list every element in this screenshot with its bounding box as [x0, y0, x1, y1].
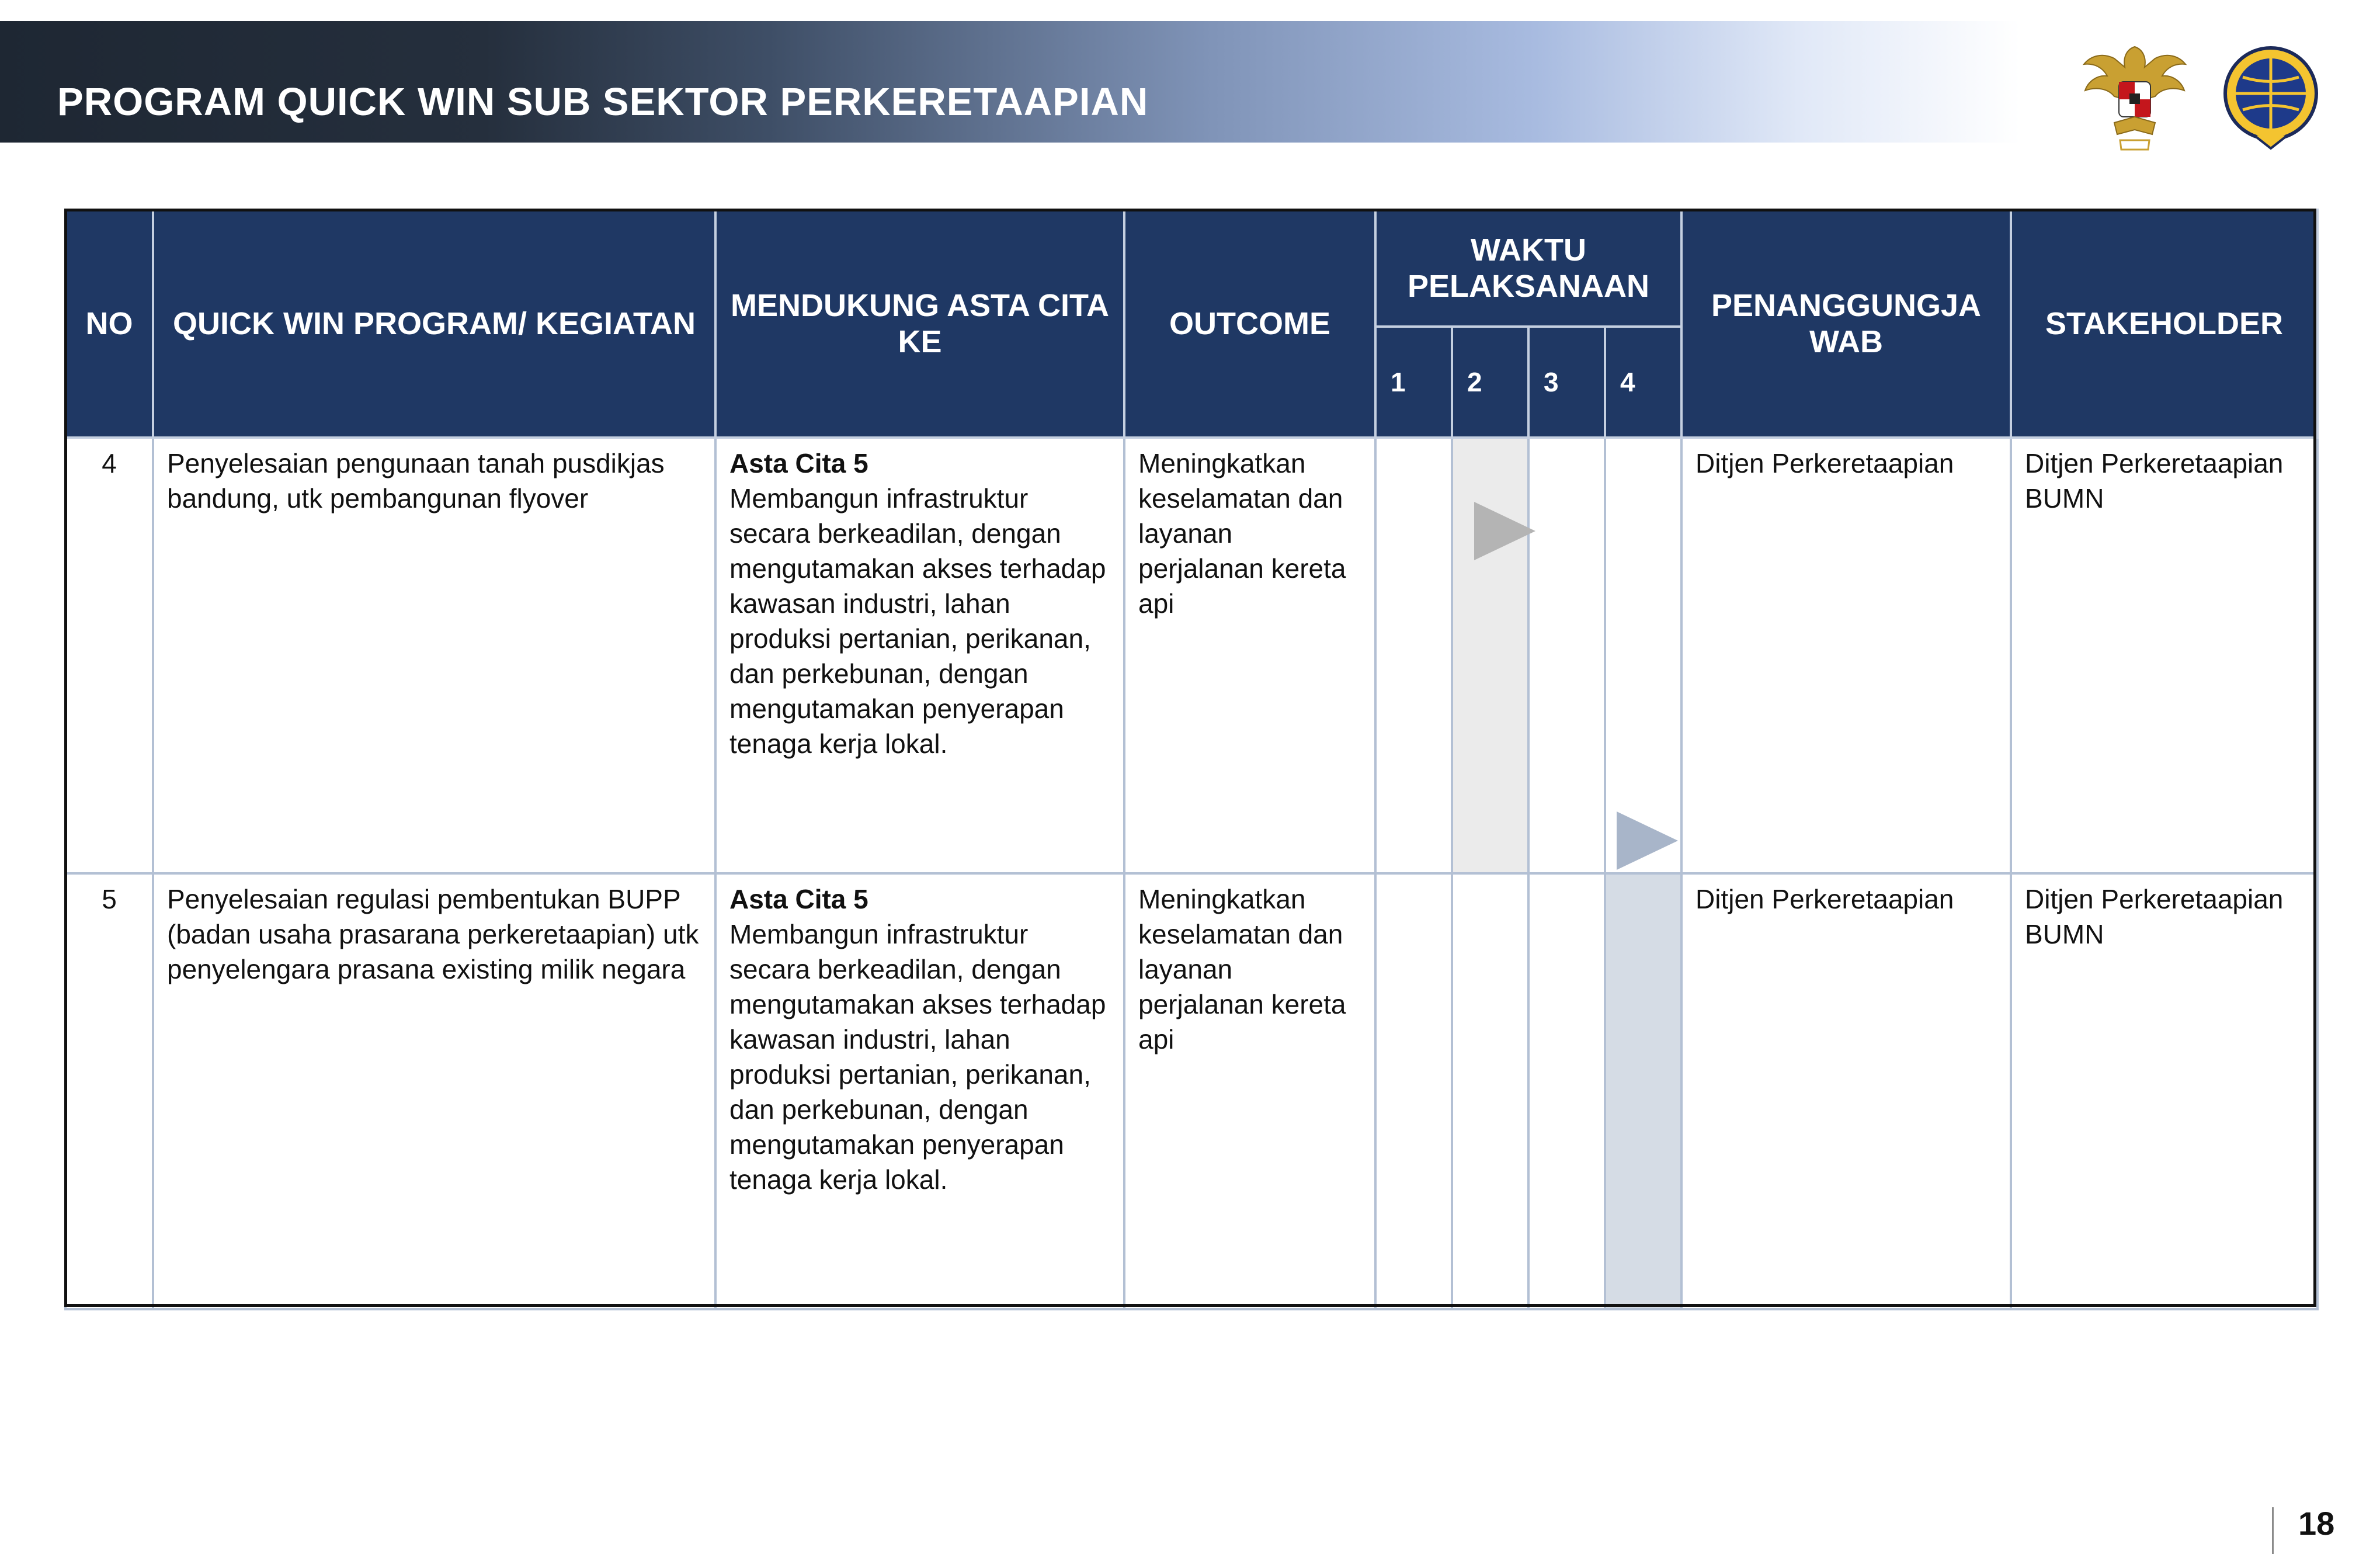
timeline-q3 — [1528, 873, 1605, 1309]
outcome-cell: Meningkatkan keselamatan dan layanan perjalanan kereta api — [1124, 873, 1375, 1309]
page-number: 18 — [2298, 1505, 2335, 1542]
header-outcome: OUTCOME — [1124, 210, 1375, 438]
footer-divider — [2272, 1507, 2274, 1554]
timeline-q4 — [1605, 438, 1681, 873]
header-quarter-1: 1 — [1375, 327, 1452, 438]
stakeholder-line: Ditjen Perkeretaapian — [2025, 884, 2284, 914]
row-number: 5 — [65, 873, 153, 1309]
dishub-emblem-icon — [2219, 42, 2322, 153]
penanggungjawab-cell: Ditjen Perkeretaapian — [1681, 873, 2011, 1309]
timeline-arrow-icon — [1617, 811, 1678, 870]
table-row — [65, 438, 2318, 873]
header-no: NO — [65, 210, 153, 438]
asta-cita-text: Membangun infrastruktur secara berkeadilan, dengan mengutamakan akses terhadap kawasan industri, lahan produksi pertanian, perikanan, dan perkebunan, dengan mengutamakan penyerapan tenaga kerja lokal. — [729, 919, 1106, 1195]
timeline-arrow-icon — [1474, 502, 1535, 560]
stakeholder-cell — [2011, 438, 2318, 873]
asta-cita-title: Asta Cita 5 — [729, 884, 868, 914]
quick-win-table — [64, 209, 2316, 1304]
table-row — [65, 873, 2318, 1309]
timeline-q3 — [1528, 438, 1605, 873]
asta-cita-title: Asta Cita 5 — [729, 448, 868, 478]
program-cell: Penyelesaian regulasi pembentukan BUPP (badan usaha prasarana perkeretaapian) utk penyelengara prasana existing milik negara — [153, 873, 715, 1309]
garuda-emblem-icon — [2079, 35, 2190, 158]
asta-cita-cell — [715, 438, 1124, 873]
row-number: 4 — [65, 438, 153, 873]
page-title: PROGRAM QUICK WIN SUB SEKTOR PERKERETAAPIAN — [57, 80, 1149, 124]
header-asta-cita: MENDUKUNG ASTA CITA KE — [715, 210, 1124, 438]
title-banner — [0, 21, 2021, 143]
stakeholder-line: BUMN — [2025, 919, 2104, 949]
header-program: QUICK WIN PROGRAM/ KEGIATAN — [153, 210, 715, 438]
stakeholder-line: Ditjen Perkeretaapian — [2025, 448, 2284, 478]
penanggungjawab-cell: Ditjen Perkeretaapian — [1681, 438, 2011, 873]
header-quarter-4: 4 — [1605, 327, 1681, 438]
stakeholder-cell — [2011, 873, 2318, 1309]
header-quarter-2: 2 — [1452, 327, 1528, 438]
timeline-q2 — [1452, 438, 1528, 873]
outcome-cell: Meningkatkan keselamatan dan layanan perjalanan kereta api — [1124, 438, 1375, 873]
header-quarter-3: 3 — [1528, 327, 1605, 438]
header-penanggungjawab: PENANGGUNGJA WAB — [1681, 210, 2011, 438]
asta-cita-cell — [715, 873, 1124, 1309]
header-waktu: WAKTU PELAKSANAAN — [1375, 210, 1681, 327]
asta-cita-text: Membangun infrastruktur secara berkeadilan, dengan mengutamakan akses terhadap kawasan industri, lahan produksi pertanian, perikanan, dan perkebunan, dengan mengutamakan penyerapan tenaga kerja lokal. — [729, 483, 1106, 759]
timeline-q1 — [1375, 873, 1452, 1309]
stakeholder-line: BUMN — [2025, 483, 2104, 514]
timeline-q4 — [1605, 873, 1681, 1309]
timeline-q1 — [1375, 438, 1452, 873]
timeline-q2 — [1452, 873, 1528, 1309]
header-stakeholder: STAKEHOLDER — [2011, 210, 2318, 438]
program-cell: Penyelesaian pengunaan tanah pusdikjas bandung, utk pembangunan flyover — [153, 438, 715, 873]
